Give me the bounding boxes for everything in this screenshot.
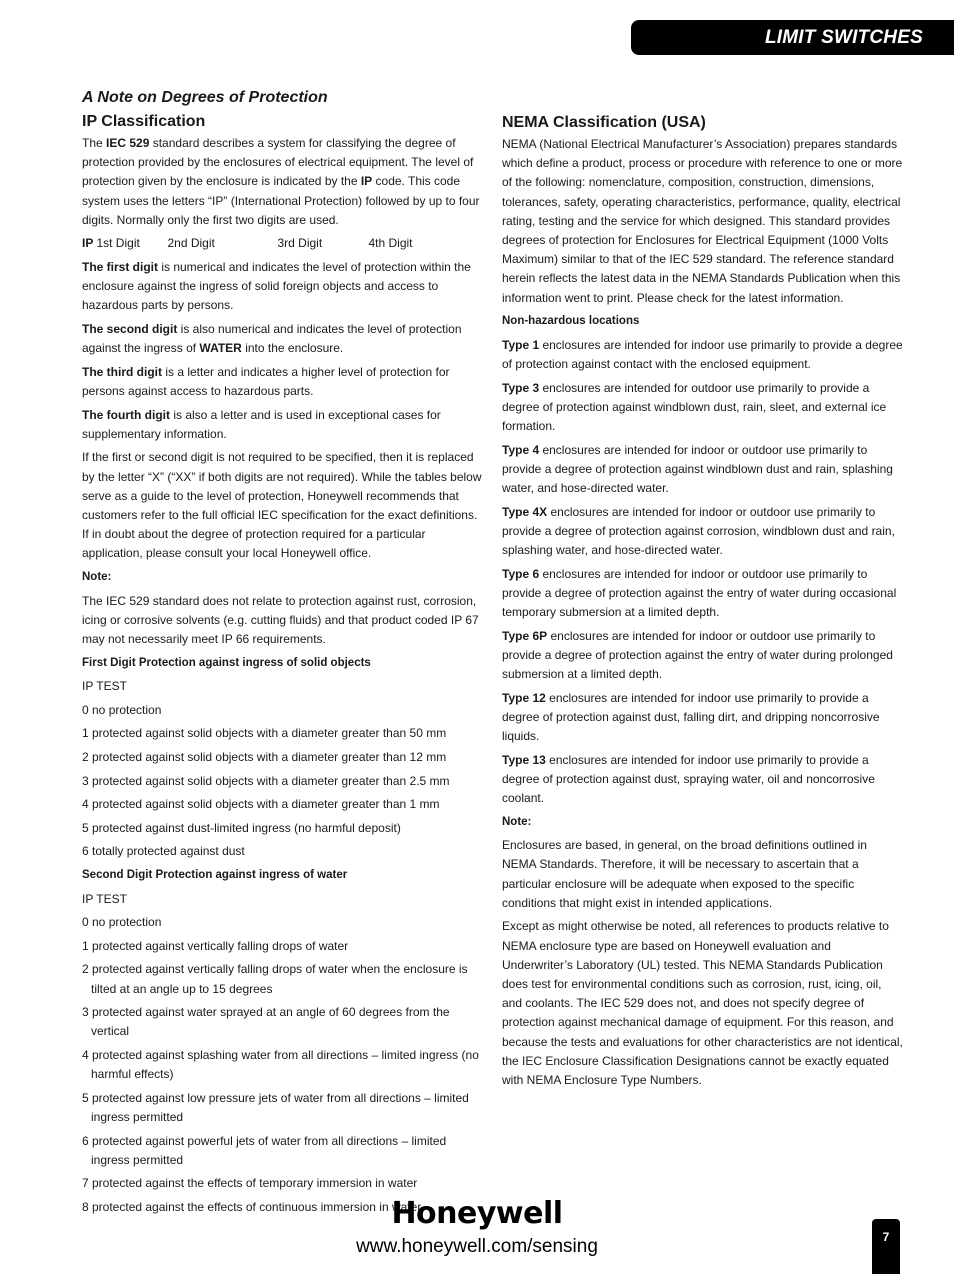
note-label: Note: bbox=[82, 571, 112, 583]
list-item: 1 protected against vertically falling drops of water bbox=[82, 938, 349, 953]
first-digit-desc: The first digit is numerical and indicates the level of protection within the enclosure against the ingress of solid foreign objects and access to hazardous parts by persons. bbox=[82, 260, 471, 313]
first-table-title: First Digit Protection against ingress of solid objects bbox=[82, 656, 371, 669]
second-table-title: Second Digit Protection against ingress of water bbox=[82, 868, 348, 881]
list-item: 4 protected against splashing water from all directions – limited ingress (no harmful effects) bbox=[82, 1047, 479, 1082]
website-url[interactable]: www.honeywell.com/sensing bbox=[356, 1236, 598, 1257]
nema-type: Type 12 enclosures are intended for indoor use primarily to provide a degree of protection against dust, falling dirt, and dripping noncorrosive liquids. bbox=[502, 690, 880, 744]
nema-type: Type 13 enclosures are intended for indoor use primarily to provide a degree of protection against dust, spraying water, oil and noncorrosive coolant. bbox=[502, 752, 875, 806]
nema-intro: NEMA (National Electrical Manufacturer’s Association) prepares standards which define a product, process or procedure with reference to one or more of the following: nomenclature, composition, construction, dimensions, tolerances, safety, operating characteristics, performance, quality, electrical rating, testing and the service for which designed. This standard provides degrees of protection for Enclosures for Electrical Equipment (1000 Volts Maximum) similar to that of the IEC 529 standard. The reference standard herein reflects the latest data in the NEMA Standards Publication when this information went to print. Please check for the latest information. bbox=[502, 137, 903, 305]
nema-type: Type 3 enclosures are intended for outdoor use primarily to provide a degree of protection against windblown dust, rain, sleet, and external ice formation. bbox=[502, 380, 887, 434]
note-text: The IEC 529 standard does not relate to protection against rust, corrosion, icing or corrosive solvents (e.g. cutting fluids) and that product coded IP 67 may not necessarily meet IP 66 requirements. bbox=[82, 593, 479, 646]
ip-intro: The IEC 529 standard describes a system for classifying the degree of protection provided by the enclosures of electrical equipment. The level of protection given by the enclosure is indicated by the IP code. This code system uses the letters “IP” (International Protection) followed by up to four digits. Normally only the first two digits are used. bbox=[82, 136, 480, 227]
third-digit-desc: The third digit is a letter and indicates a higher level of protection for persons against access to hazardous parts. bbox=[82, 364, 450, 398]
list-item: 0 no protection bbox=[82, 702, 162, 717]
first-table-header: IP TEST bbox=[82, 679, 127, 694]
list-item: 4 protected against solid objects with a diameter greater than 1 mm bbox=[82, 797, 440, 812]
fourth-digit-desc: The fourth digit is also a letter and is used in exceptional cases for supplementary information. bbox=[82, 407, 441, 441]
list-item: 3 protected against solid objects with a diameter greater than 2.5 mm bbox=[82, 773, 450, 788]
nema-note-paragraph: Enclosures are based, in general, on the broad definitions outlined in NEMA Standards. Therefore, it will be necessary to ascertain that a particular enclosure will be adequate when exposed to the specific conditions that might exist in intended applications. bbox=[502, 838, 867, 910]
list-item: 3 protected against water sprayed at an angle of 60 degrees from the vertical bbox=[82, 1005, 450, 1039]
nema-heading: NEMA Classification (USA) bbox=[502, 114, 706, 131]
nema-type: Type 6P enclosures are intended for indoor or outdoor use primarily to provide a degree of protection against the entry of water during prolonged submersion at a limited depth. bbox=[502, 628, 893, 682]
list-item: 6 totally protected against dust bbox=[82, 844, 245, 859]
list-item: 5 protected against low pressure jets of water from all directions – limited ingress permitted bbox=[82, 1090, 469, 1124]
list-item: 7 protected against the effects of temporary immersion in water bbox=[82, 1176, 418, 1191]
list-item: 0 no protection bbox=[82, 915, 162, 930]
list-item: 8 protected against the effects of continuous immersion in water bbox=[82, 1199, 422, 1214]
page-number: 7 bbox=[872, 1219, 900, 1274]
ip-digit-row: IP 1st Digit 2nd Digit 3rd Digit 4th Digit bbox=[82, 236, 413, 251]
not-required-paragraph: If the first or second digit is not required to be specified, then it is replaced by the letter “X” (“XX” if both digits are not required). While the tables below serve as a guide to the level of protection, Honeywell recommends that customers refer to the full official IEC specification for the exact definitions. If in doubt about the degree of protection required for a particular application, please consult your local Honeywell office. bbox=[82, 450, 482, 561]
nonhazardous-label: Non-hazardous locations bbox=[502, 315, 640, 328]
honeywell-logo: Honeywell bbox=[391, 1196, 563, 1231]
nema-note-paragraph: Except as might otherwise be noted, all references to products relative to NEMA enclosure type are based on Honeywell evaluation and Underwriter’s Laboratory (UL) tested. This NEMA Standards Publication does test for environmental conditions such as corrosion, rust, icing, oil, and coolants. The IEC 529 does not, and does not specify degree of protection against mechanical damage of equipment. For this reason, and because the tests and evaluations for other characteristics are not identical, the IEC Enclosure Classification Designations cannot be exactly equated with NEMA Enclosure Type Numbers. bbox=[502, 919, 903, 1088]
section-tab: LIMIT SWITCHES bbox=[631, 20, 954, 55]
nema-type: Type 4X enclosures are intended for indoor or outdoor use primarily to provide a degree of protection against corrosion, windblown dust and rain, splashing water, and hose-directed water. bbox=[502, 504, 895, 558]
second-digit-desc: The second digit is also numerical and indicates the level of protection against the ingress of WATER into the enclosure. bbox=[82, 322, 462, 356]
list-item: 6 protected against powerful jets of water from all directions – limited ingress permitted bbox=[82, 1133, 447, 1167]
note-title: A Note on Degrees of Protection bbox=[82, 89, 328, 106]
ip-heading: IP Classification bbox=[82, 113, 206, 130]
list-item: 1 protected against solid objects with a diameter greater than 50 mm bbox=[82, 726, 447, 741]
right-column bbox=[502, 113, 904, 1095]
nema-note-label: Note: bbox=[502, 815, 532, 828]
nema-type: Type 4 enclosures are intended for indoor or outdoor use primarily to provide a degree of protection against windblown dust and rain, splashing water, and hose-directed water. bbox=[502, 442, 893, 496]
list-item: 2 protected against vertically falling drops of water when the enclosure is tilted at an angle up to 15 degrees bbox=[82, 962, 468, 996]
nema-type: Type 1 enclosures are intended for indoor use primarily to provide a degree of protection against contact with the enclosed equipment. bbox=[502, 337, 903, 372]
list-item: 5 protected against dust-limited ingress (no harmful deposit) bbox=[82, 820, 401, 835]
nema-type: Type 6 enclosures are intended for indoor or outdoor use primarily to provide a degree of protection against the entry of water during occasional temporary submersion at a limited depth. bbox=[502, 566, 897, 620]
list-item: 2 protected against solid objects with a diameter greater than 12 mm bbox=[82, 749, 447, 764]
second-table-header: IP TEST bbox=[82, 891, 127, 906]
left-column bbox=[82, 88, 482, 1221]
